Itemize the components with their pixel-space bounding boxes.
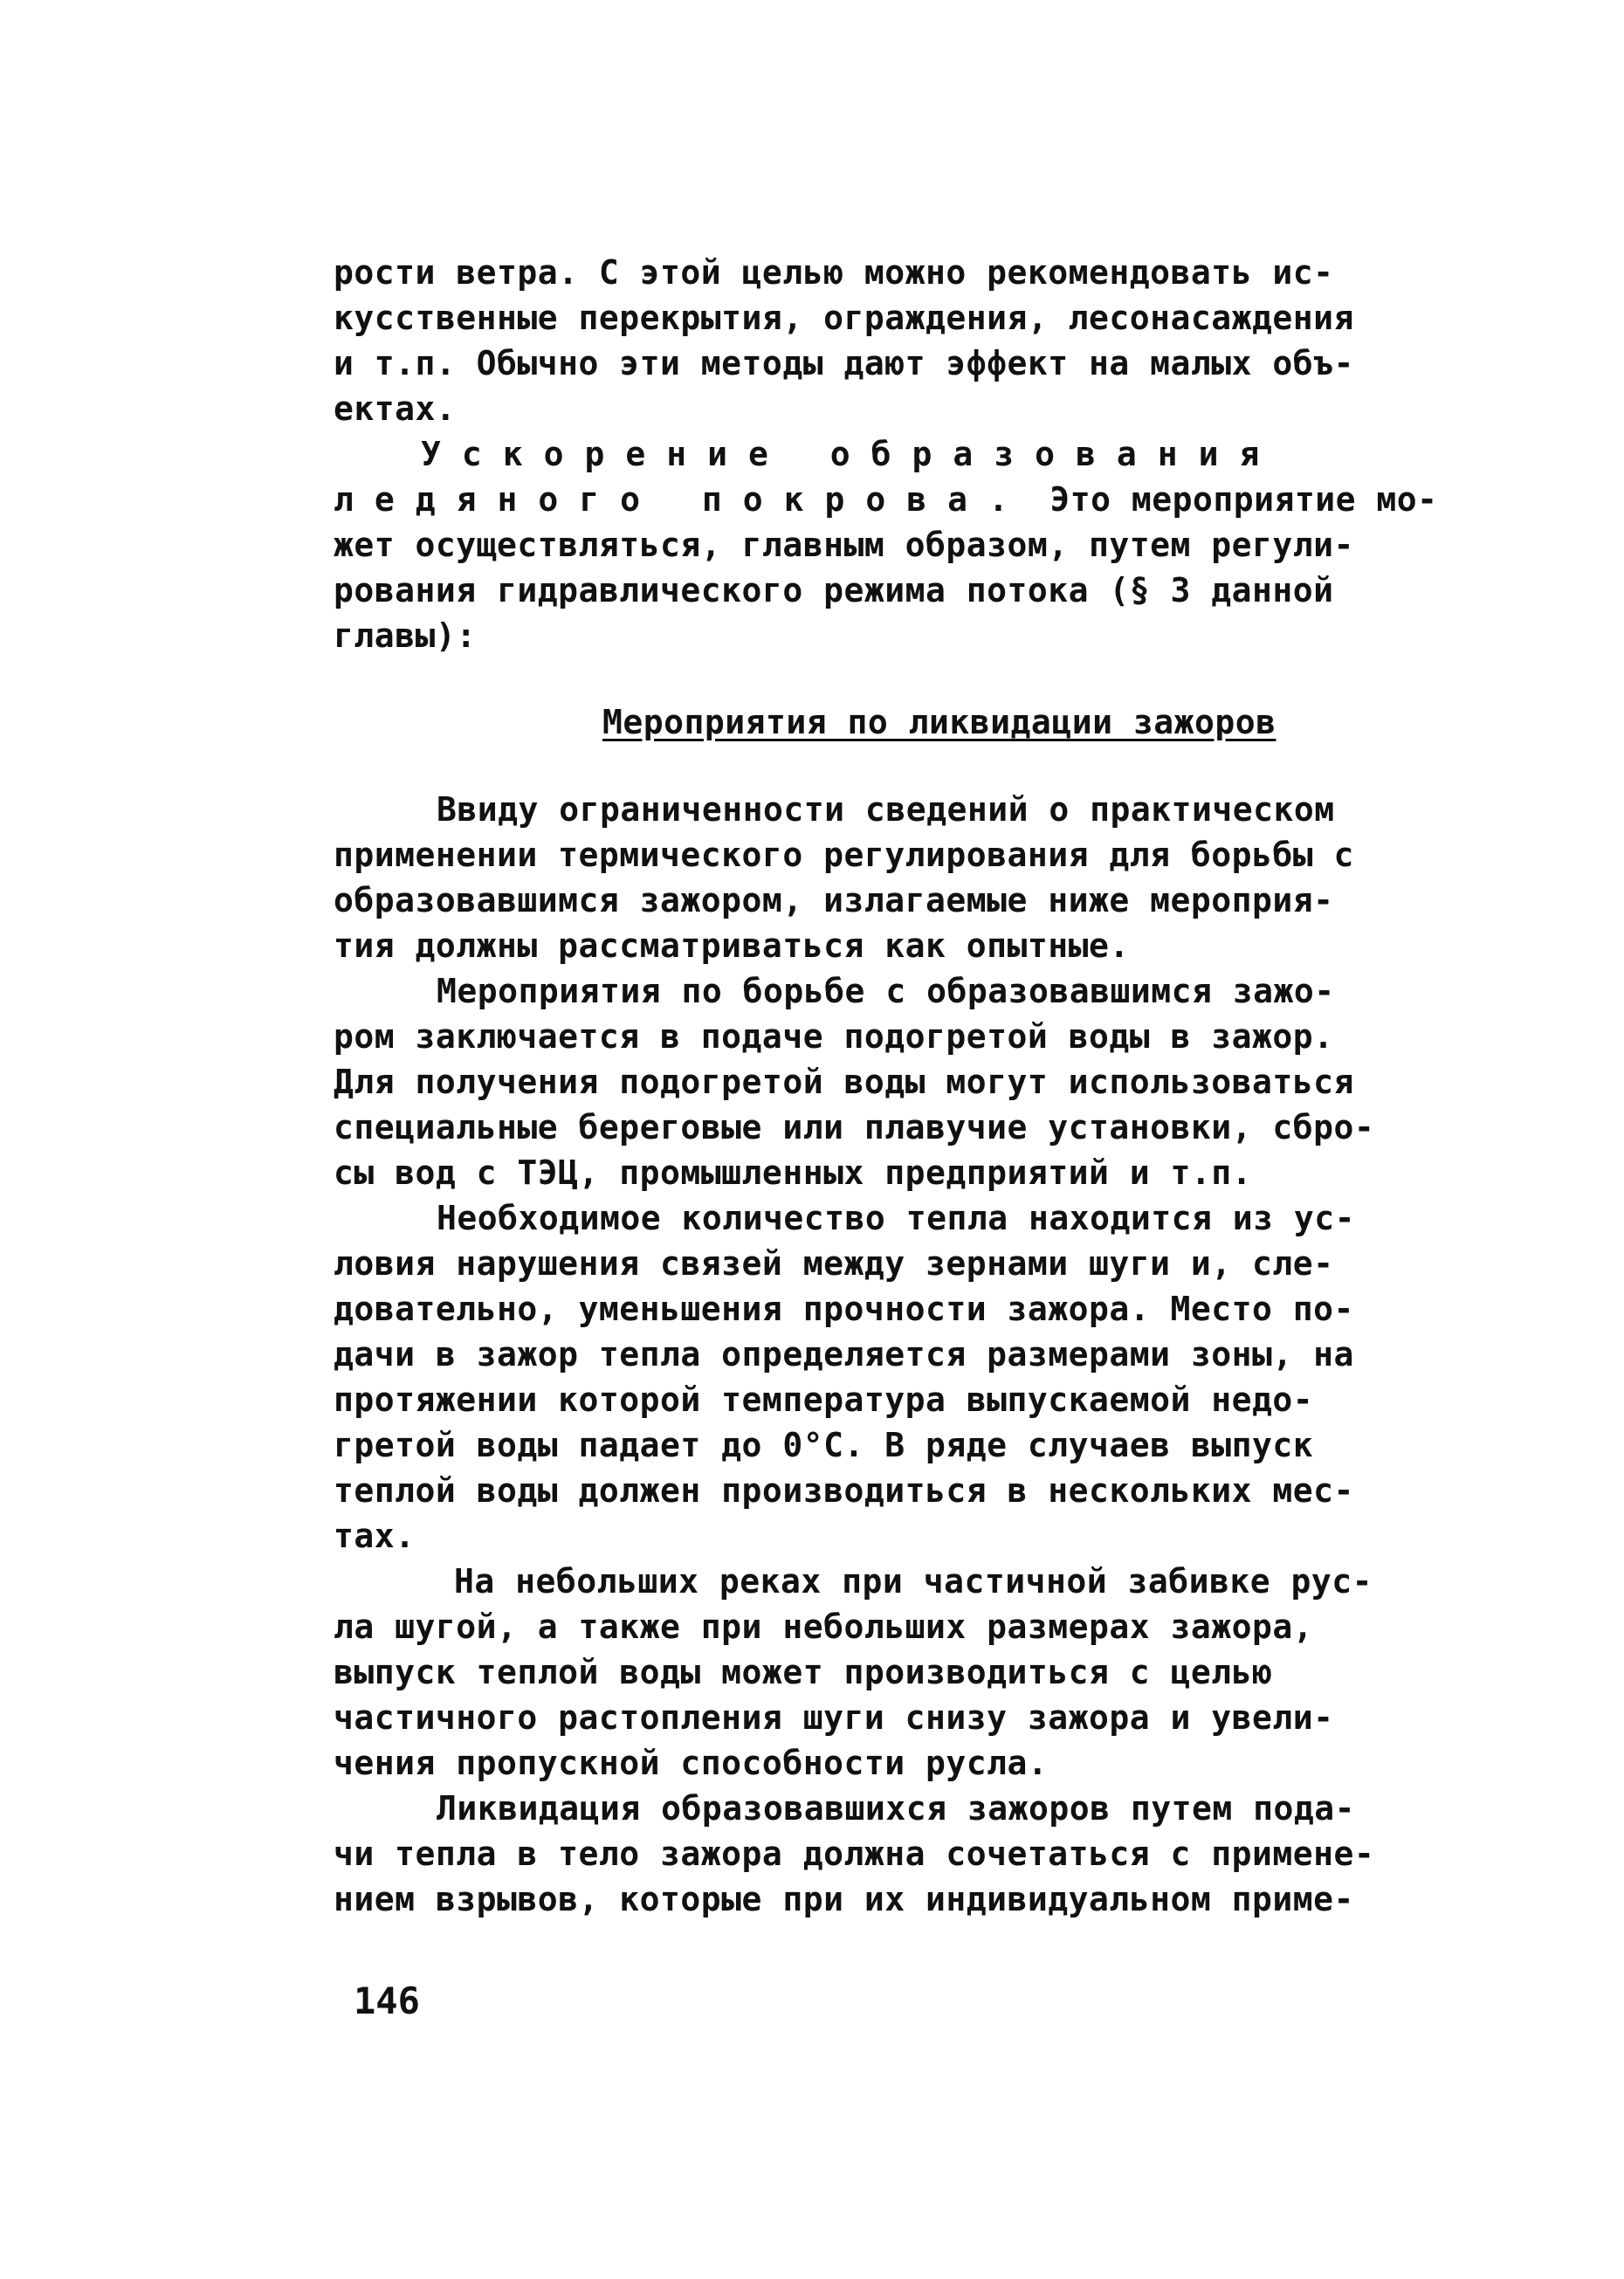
text-line: кусственные перекрытия, ограждения, лесонасаждения: [334, 299, 1354, 337]
text-line: сы вод с ТЭЦ, промышленных предприятий и т.п.: [334, 1153, 1253, 1192]
text-line: ла шугой, а также при небольших размерах зажора,: [334, 1608, 1314, 1646]
text-line-with-emphasis: [334, 478, 1460, 521]
text-line: главы):: [334, 616, 477, 655]
text-line: частичного растопления шуги снизу зажора и увели-: [334, 1698, 1334, 1737]
text-line: Для получения подогретой воды могут использоваться: [334, 1063, 1354, 1101]
text-line: теплой воды должен производиться в нескольких мес-: [334, 1471, 1354, 1510]
text-line: Ввиду ограниченности сведений о практическом: [437, 790, 1335, 829]
text-line: протяжении которой температура выпускаемой недо-: [334, 1380, 1314, 1419]
text-line: специальные береговые или плавучие установки, сбро-: [334, 1108, 1375, 1146]
text-line: применении термического регулирования для борьбы с: [334, 836, 1354, 874]
text-line: Ликвидация образовавшихся зажоров путем пода-: [437, 1789, 1356, 1828]
text-line: чи тепла в тело зажора должна сочетаться с примене-: [334, 1835, 1375, 1873]
text-line: ром заключается в подаче подогретой воды в зажор.: [334, 1017, 1334, 1056]
text-line: нием взрывов, которые при их индивидуальном приме-: [334, 1880, 1354, 1918]
text-line: ектах.: [334, 389, 457, 428]
text-line: тах.: [334, 1517, 416, 1555]
text-line: чения пропускной способности русла.: [334, 1744, 1049, 1782]
text-line: Необходимое количество тепла находится из ус-: [437, 1199, 1356, 1237]
text-line: образовавшимся зажором, излагаемые ниже мероприя-: [334, 881, 1334, 919]
plain-text: Это мероприятие мо-: [1029, 480, 1438, 519]
text-line: довательно, уменьшения прочности зажора. Место по-: [334, 1290, 1354, 1328]
text-line: жет осуществляться, главным образом, путем регули-: [334, 526, 1354, 564]
text-line: тия должны рассматриваться как опытные.: [334, 926, 1130, 965]
emphasis-text: ледяного покрова.: [334, 480, 1029, 519]
page-number: 146: [354, 1979, 420, 2022]
text-line: выпуск теплой воды может производиться с целью: [334, 1653, 1273, 1691]
text-line: На небольших реках при частичной забивке рус-: [454, 1562, 1373, 1601]
text-line: дачи в зажор тепла определяется размерами зоны, на: [334, 1335, 1354, 1374]
text-line: и т.п. Обычно эти методы дают эффект на малых объ-: [334, 344, 1354, 382]
text-line: рования гидравлического режима потока (§ 3 данной: [334, 571, 1334, 609]
section-heading: Мероприятия по ликвидации зажоров: [602, 703, 1276, 741]
emphasis-line: Ускорение образования: [421, 435, 1281, 473]
text-line: ловия нарушения связей между зернами шуги и, сле-: [334, 1244, 1334, 1283]
text-line: гретой воды падает до 0°С. В ряде случаев выпуск: [334, 1426, 1314, 1464]
text-line: Мероприятия по борьбе с образовавшимся зажо-: [437, 972, 1335, 1010]
text-line: рости ветра. С этой целью можно рекомендовать ис-: [334, 253, 1334, 292]
